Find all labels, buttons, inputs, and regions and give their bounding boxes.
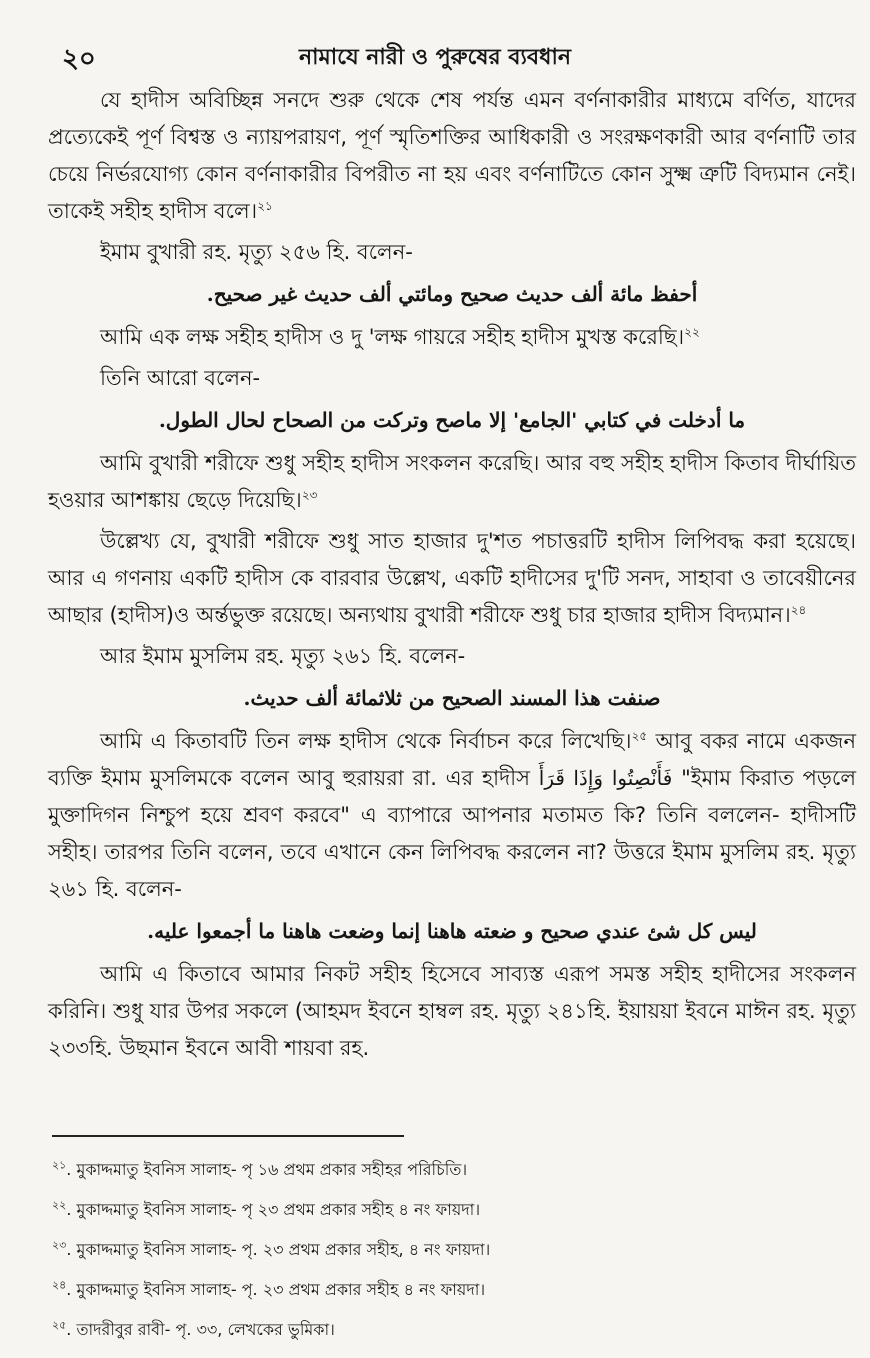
footnote-25: $^{২৫}$. তাদরীবুর রাবী- পৃ. ৩৩, লেখকের ভুমিকা। [52, 1318, 335, 1339]
paragraph-9: আমি এ কিতাবে আমার নিকট সহীহ হিসেবে সাব্যস্ত এরূপ সমস্ত সহীহ হাদীসের সংকলন করিনি। শুধু যার উপর সকলে (আহমদ ইবনে হাম্বল রহ. মৃত্যু ২৪১হি. ইয়ায়য়া ইবনে মাঈন রহ. মৃত্যু ২৩৩হি. উছমান ইবনে আবী শায়বা রহ. [48, 962, 856, 1060]
paragraph-5: আমি বুখারী শরীফে শুধু সহীহ হাদীস সংকলন করেছি। আর বহু সহীহ হাদীস কিতাব দীর্ঘায়িত হওয়ার আশঙ্কায় ছেড়ে দিয়েছি।$^{২৩}$ [48, 451, 856, 512]
footnote-divider [52, 1135, 404, 1137]
paragraph-1: যে হাদীস অবিচ্ছিন্ন সনদে শুরু থেকে শেষ পর্যন্ত এমন বর্ণনাকারীর মাধ্যমে বর্ণিত, যাদের প্রত্যেকেই পূর্ণ বিশ্বস্ত ও ন্যায়পরায়ণ, পূর্ণ স্মৃতিশক্তির আধিকারী ও সংরক্ষণকারী আর বর্ণনাটি তার চেয়ে নির্ভরযোগ্য কোন বর্ণনাকারীর বিপরীত না হয় এবং বর্ণনাটিতে কোন সুক্ষ্ম ত্রুটি বিদ্যমান নেই। তাকেই সহীহ হাদীস বলে।$^{২১}$ [48, 88, 856, 223]
paragraph-7: আর ইমাম মুসলিম রহ. মৃত্যু ২৬১ হি. বলেন- [100, 644, 466, 668]
arabic-quote-4: ليس كل شئ عندي صحيح و ضعته هاهنا إنما وضعت هاهنا ما أجمعوا عليه. [147, 919, 757, 943]
footnote-ref-24: ২৪ [790, 603, 807, 617]
footnote-ref-25: ২৫ [631, 729, 648, 743]
footnote-23: $^{২৩}$. মুকাদ্দমাতু ইবনিস সালাহ- পৃ. ২৩ প্রথম প্রকার সহীহ, ৪ নং ফায়দা। [52, 1238, 491, 1259]
inline-arabic-2: فَأَنْصِتُوا [611, 766, 673, 790]
footnotes [52, 1150, 852, 1350]
paragraph-2: ইমাম বুখারী রহ. মৃত্যু ২৫৬ হি. বলেন- [100, 240, 413, 264]
inline-arabic-1: وَإِذَا قَرَأَ [538, 766, 604, 790]
running-title: নামাযে নারী ও পুরুষের ব্যবধান [299, 45, 571, 70]
footnote-24: $^{২৪}$. মুকাদ্দমাতু ইবনিস সালাহ- পৃ. ২৩ প্রথম প্রকার সহীহ ৪ নং ফায়দা। [52, 1278, 486, 1299]
footnote-ref-21: ২১ [257, 199, 273, 213]
footnote-22: $^{২২}$. মুকাদ্দমাতু ইবনিস সালাহ- পৃ ২৩ প্রথম প্রকার সহীহ ৪ নং ফায়দা। [52, 1198, 481, 1219]
main-text [48, 82, 856, 1071]
footnote-ref-23: ২৩ [301, 488, 318, 502]
arabic-quote-2: ما أدخلت في كتابي 'الجامع' إلا ماصح وتركت من الصحاح لحال الطول. [158, 408, 746, 432]
paragraph-6: উল্লেখ্য যে, বুখারী শরীফে শুধু সাত হাজার দু'শত পচাত্তরটি হাদীস লিপিবদ্ধ করা হয়েছে। আর এ গণনায় একটি হাদীস কে বারবার উল্লেখ, একটি হাদীসের দু'টি সনদ, সাহাবা ও তাবেয়ীনের আছার (হাদীস)ও অর্ন্তভুক্ত রয়েছে। অন্যথায় বুখারী শরীফে শুধু চার হাজার হাদীস বিদ্যমান।$^{২৪}$ [48, 529, 856, 627]
arabic-quote-3: صنفت هذا المسند الصحيح من ثلاثمائة ألف حديث. [243, 686, 661, 710]
arabic-quote-1: أحفظ مائة ألف حديث صحيح ومائتي ألف حديث غير صحيح. [206, 282, 698, 306]
page-header [0, 36, 870, 76]
paragraph-4: তিনি আরো বলেন- [100, 366, 261, 390]
paragraph-8: আমি এ কিতাবটি তিন লক্ষ হাদীস থেকে নির্বাচন করে লিখেছি।$^{২৫}$ আবু বকর নামে একজন ব্যক্তি ইমাম মুসলিমকে বলেন আবু হুরায়রা রা. এর হাদীস وَإِذَا قَرَأَ فَأَنْصِتُوا "ইমাম কিরাত পড়লে মুক্তাদিগন নিশ্চুপ হয়ে শ্রবণ করবে" এ ব্যাপারে আপনার মতামত কি? তিনি বললেন- হাদীসটি সহীহ। তারপর তিনি বলেন, তবে এখানে কেন লিপিবদ্ধ করলেন না? উত্তরে ইমাম মুসলিম রহ. মৃত্যু ২৬১ হি. বলেন- [48, 729, 857, 901]
footnote-21: $^{২১}$. মুকাদ্দমাতু ইবনিস সালাহ- পৃ ১৬ প্রথম প্রকার সহীহর পরিচিতি। [52, 1158, 468, 1179]
footnote-ref-22: ২২ [684, 325, 700, 339]
page-number: ২০ [62, 44, 96, 74]
paragraph-3: আমি এক লক্ষ সহীহ হাদীস ও দু 'লক্ষ গায়রে সহীহ হাদীস মুখস্ত করেছি।$^{২২}$ [100, 325, 700, 349]
